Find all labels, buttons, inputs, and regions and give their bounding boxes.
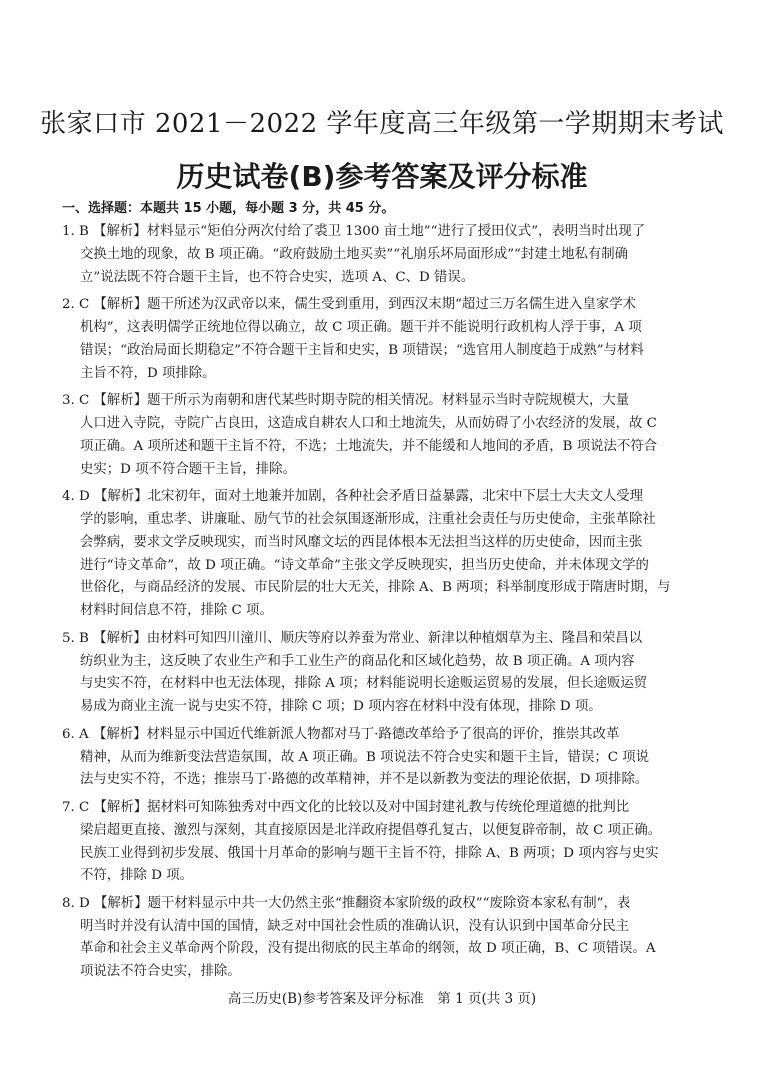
answer-item [62,221,712,289]
answer-item-line: 世俗化，与商品经济的发展、市民阶层的壮大无关，排除 A、B 两项；科举制度形成于隋唐时期，与 [80,580,671,596]
answer-item [62,797,712,888]
answer-item-line-first: 5. B 【解析】由材料可知四川潼川、顺庆等府以养蚕为常业、新津以种植烟草为主、隆昌和荣昌以 [62,630,643,646]
answer-item-line: 立”说法既不符合题干主旨，也不符合史实，选项 A、C、D 错误。 [80,269,475,285]
answer-item-line: 机构”，这表明儒学正统地位得以确立，故 C 项正确。题干并不能说明行政机构人浮于事，A 项 [80,319,642,335]
answer-item-line: 革命和社会主义革命两个阶段，没有提出彻底的民主革命的纲领，故 D 项正确，B、C 项错误。A [80,941,656,957]
answer-item-line-first: 8. D 【解析】题干材料显示中共一大仍然主张“推翻资本家阶级的政权”“废除资本家私有制”，表 [62,895,631,911]
answer-item-line-first: 3. C 【解析】题干所示为南朝和唐代某些时期寺院的相关情况。材料显示当时寺院规模大，大量 [62,393,630,409]
answer-item-line: 错误；“政治局面长期稳定”不符合题干主旨和史实，B 项错误；“选官用人制度趋于成熟”与材料 [80,342,644,358]
answer-item-line: 明当时并没有认清中国的国情，缺乏对中国社会性质的准确认识，没有认识到中国革命分民主 [80,918,630,934]
answer-item-line-first: 1. B 【解析】材料显示“矩伯分两次付给了裘卫 1300 亩土地”“进行了授田仪式”，表明当时出现了 [62,224,646,239]
answer-item-line-first: 7. C 【解析】据材料可知陈独秀对中西文化的比较以及对中国封建礼教与传统伦理道德的批判比 [62,799,630,815]
answer-item-line: 民族工业得到初步发展、俄国十月革命的影响与题干主旨不符，排除 A、B 两项；D 项内容与史实 [80,845,659,861]
document-subtitle: 历史试卷(B)参考答案及评分标准 [176,160,588,193]
answer-item-line: 进行“诗文革命”，故 D 项正确。“诗文革命”主张文学反映现实，担当历史使命，并未体现文学的 [80,557,649,573]
answer-item [62,724,712,792]
answer-item [62,893,712,984]
exam-title: 张家口市 2021－2022 学年度高三年级第一学期期末考试 [40,109,724,139]
answer-item-line: 法与史实不符，不选；推崇马丁·路德的改革精神，并不是以新教为变法的理论依据，D 项排除。 [80,772,649,788]
section-heading: 一、选择题：本题共 15 小题，每小题 3 分，共 45 分。 [62,201,395,216]
answer-list [62,221,712,989]
answer-item-line: 交换土地的现象，故 B 项正确。“政府鼓励土地买卖”“礼崩乐坏局面形成”“封建土地私有制确 [80,246,629,262]
answer-item [62,294,712,385]
answer-item-line: 会弊病，要求文学反映现实，而当时风靡文坛的西昆体根本无法担当这样的历史使命，因而主张 [80,534,643,550]
answer-item-line: 主旨不符，D 项排除。 [80,365,216,381]
answer-item-line: 与史实不符，在材料中也无法体现，排除 A 项；材料能说明长途贩运贸易的发展，但长途贩运贸 [80,676,648,692]
answer-item-line: 精神，从而为维新变法营造氛围，故 A 项正确。B 项说法不符合史实和题干主旨，错误；C 项说 [80,749,650,765]
answer-item [62,486,712,623]
answer-item-line: 人口进入寺院，寺院广占良田，这造成自耕农人口和土地流失，从而妨碍了小农经济的发展，故 C [80,415,657,431]
answer-item [62,628,712,719]
answer-item-line: 易成为商业主流一说与史实不符，排除 C 项；D 项内容在材料中没有体现，排除 D 项。 [80,699,602,715]
answer-item-line: 学的影响，重忠孝、讲廉耻、励气节的社会氛围逐渐形成，注重社会责任与历史使命，主张革除社 [80,511,656,527]
answer-item-line: 项说法不符合史实，排除。 [80,964,241,980]
page-footer: 高三历史(B)参考答案及评分标准 第 1 页(共 3 页) [227,991,537,1007]
answer-item-line: 梁启超更直接、激烈与深刻，其直接原因是北洋政府提倡尊孔复古，以便复辟帝制，故 C 项正确。 [80,822,662,838]
answer-item-line: 史实；D 项不符合题干主旨，排除。 [80,461,296,477]
answer-item-line-first: 6. A 【解析】材料显示中国近代维新派人物都对马丁·路德改革给予了很高的评价，推崇其改革 [62,726,620,742]
answer-item-line-first: 4. D 【解析】北宋初年，面对土地兼并加剧，各种社会矛盾日益暴露，北宋中下层士大夫文人受理 [62,489,644,505]
answer-item-line: 不符，排除 D 项。 [80,868,193,884]
answer-item-line: 纺织业为主，这反映了农业生产和手工业生产的商品化和区域化趋势，故 B 项正确。A 项内容 [80,653,635,669]
answer-item-line: 材料时间信息不符，排除 C 项。 [80,603,273,619]
answer-item [62,390,712,481]
answer-item-line: 项正确。A 项所述和题干主旨不符，不选；土地流失，并不能缓和人地间的矛盾，B 项说法不符合 [80,438,658,454]
answer-item-line-first: 2. C 【解析】题干所述为汉武帝以来，儒生受到重用，到西汉末期“超过三万名儒生进入皇家学术 [62,297,637,313]
